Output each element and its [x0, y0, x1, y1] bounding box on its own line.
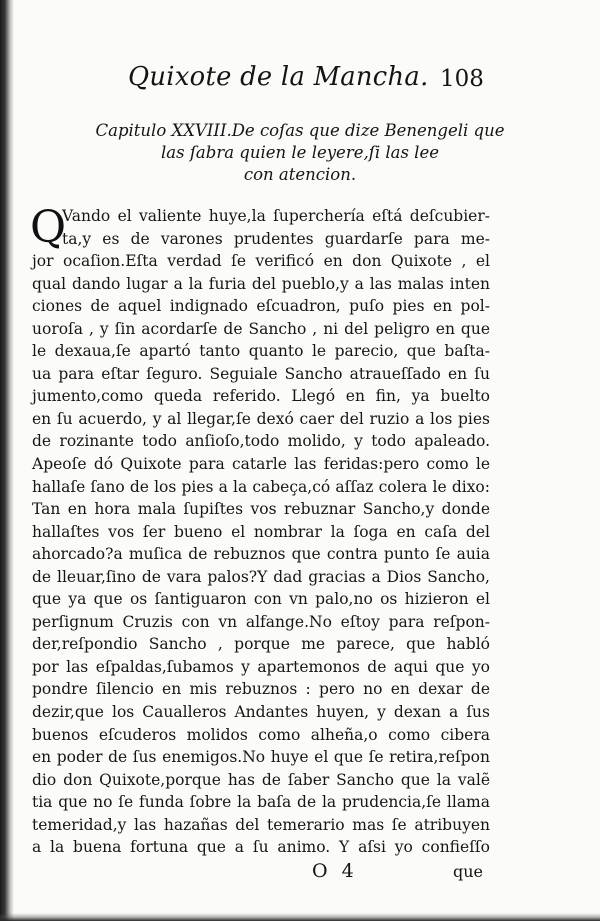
text-line: hallaſtes vos ſer bueno el nombrar la ſoga en caſa del [32, 522, 490, 541]
chapter-heading [40, 120, 560, 186]
text-line: ahorcado?a muſica de rebuznos que contra punto ſe auia [32, 545, 490, 564]
text-line: dezir,que los Caualleros Andantes huyen, y dexan a ſus [32, 703, 490, 722]
text-line: Apeoſe dó Quixote para catarle las feridas:pero como le [32, 455, 490, 474]
catchword: que [453, 862, 484, 881]
drop-cap: Q [30, 202, 67, 253]
text-line: Tan en hora mala ſupiſtes vos rebuznar Sancho,y donde [32, 500, 490, 519]
chapter-heading-line: las ſabra quien le leyere,ſi las lee [161, 143, 439, 162]
text-line: de rozinante todo anſioſo,todo molido, y todo apaleado. [32, 432, 490, 451]
text-line: por las eſpaldas,ſubamos y apartemonos de aqui que yo [32, 657, 490, 676]
text-line: a la buena fortuna que a ſu animo. Y aſsi yo confieſſo [32, 838, 490, 857]
body-text [30, 202, 490, 859]
text-line: pondre ſilencio en mis rebuznos : pero no en dexar de [32, 680, 490, 699]
text-line: der,reſpondio Sancho , porque me parece, que habló [32, 635, 490, 654]
text-line: hallaſe ſano de los pies a la cabeça,có aſſaz colera le dixo: [32, 477, 490, 496]
text-line: le dexaua,ſe apartó tanto quanto le parecio, que baſta- [32, 342, 490, 361]
text-line: jumento,como queda referido. Llegó en fin, ya buelto [32, 387, 490, 406]
text-line: ta,y es de varones prudentes guardarſe para me- [62, 229, 490, 248]
text-line: buenos eſcuderos molidos como alheña,o como cibera [32, 725, 490, 744]
text-line: ua para eſtar ſeguro. Seguiale Sancho atraueſſado en ſu [32, 364, 490, 383]
chapter-heading-line: Capitulo XXVIII.De coſas que dize Benengeli que [95, 121, 505, 140]
text-line: temeridad,y las hazañas del temerario mas ſe atribuyen [32, 815, 490, 834]
text-line: dio don Quixote,porque has de ſaber Sancho que la valẽ [32, 770, 490, 789]
text-line: que ya que os ſantiguaron con vn palo,no os hizieron el [32, 590, 490, 609]
page-bottom-edge [0, 913, 600, 921]
running-head [0, 62, 600, 102]
page-footer [0, 860, 600, 890]
text-line: Vando el valiente huye,la ſuperchería eſtá deſcubier- [62, 207, 490, 225]
text-line: jor ocaſion.Eſta verdad ſe verificó en don Quixote , el [32, 252, 490, 271]
text-line: qual dando lugar a la furia del pueblo,y a las malas inten [32, 274, 490, 293]
text-line: perſignum Cruzis con vn alfange.No eſtoy para reſpon- [32, 612, 490, 631]
text-line: en poder de ſus enemigos.No huye el que ſe retira,reſpon [32, 748, 490, 767]
running-title: Quixote de la Mancha. [128, 62, 429, 92]
page-number: 108 [440, 66, 484, 92]
text-line: en ſu acuerdo, y al llegar,ſe dexó caer del ruzio a los pies [32, 409, 490, 428]
binding-shadow [0, 0, 14, 921]
text-line: tia que no ſe funda ſobre la baſa de la prudencia,ſe llama [32, 793, 490, 812]
signature-mark: O 4 [312, 860, 358, 882]
text-line: de lleuar,ſino de vara palos?Y dad gracias a Dios Sancho, [32, 567, 490, 586]
text-line: uoroſa , y ſin acordarſe de Sancho , ni del peligro en que [32, 319, 490, 338]
text-line: ciones de aquel indignado eſcuadron, puſo pies en pol- [32, 297, 490, 316]
chapter-heading-line: con atencion. [243, 165, 357, 184]
